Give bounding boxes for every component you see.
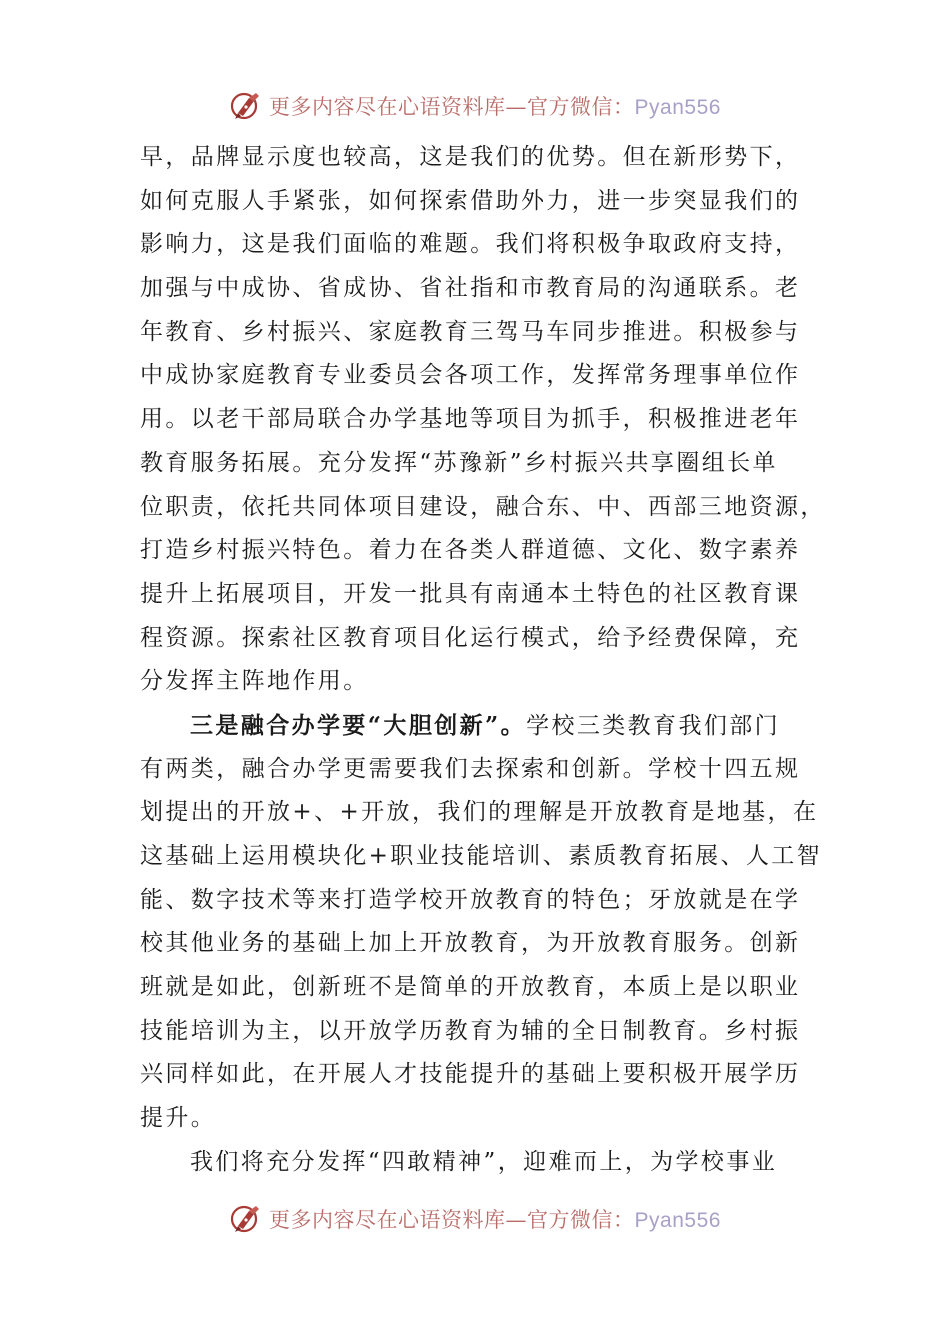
text-line: 打造乡村振兴特色。着力在各类人群道德、文化、数字素养 [140,537,801,564]
text-line: 早，品牌显示度也较高，这是我们的优势。但在新形势下， [140,144,801,170]
text-line: 程资源。探索社区教育项目化运行模式，给予经费保障，充 [140,624,801,651]
paragraph-heading: 三是融合办学要“大胆创新”。 [190,711,527,739]
text-line: 班就是如此，创新班不是简单的开放教育，本质上是以职业 [140,974,801,1001]
text-line: 教育服务拓展。充分发挥“苏豫新”乡村振兴共享圈组长单 [140,449,778,476]
text-line: 能、数字技术等来打造学校开放教育的特色；牙放就是在学 [140,886,801,913]
text-line: 如何克服人手紧张，如何探索借助外力，进一步突显我们的 [140,187,801,214]
watermark-text-id: Pyan556 [634,96,721,119]
text-line: 划提出的开放+、+开放，我们的理解是开放教育是地基，在 [140,799,819,826]
text-line: 中成协家庭教育专业委员会各项工作，发挥常务理事单位作 [140,362,801,389]
watermark-text-id: Pyan556 [634,1209,721,1232]
document-body [140,136,830,1185]
text-line: 位职责，依托共同体项目建设，融合东、中、西部三地资源， [140,493,826,520]
text-line: 年教育、乡村振兴、家庭教育三驾马车同步推进。积极参与 [140,318,801,345]
watermark-header [0,86,950,126]
text-line: 我们将充分发挥“四敢精神”，迎难而上，为学校事业 [190,1148,778,1175]
text-line-rest: 学校三类教育我们部门 [526,712,781,739]
text-line: 提升上拓展项目，开发一批具有南通本土特色的社区教育课 [140,580,801,607]
text-line: 分发挥主阵地作用。 [140,668,369,695]
text-line: 技能培训为主，以开放学历教育为辅的全日制教育。乡村振 [140,1017,801,1044]
text-line: 影响力，这是我们面临的难题。我们将积极争取政府支持， [140,231,801,258]
text-line: 提升。 [140,1105,217,1132]
watermark-footer [0,1199,950,1239]
watermark-text-cn: 更多内容尽在心语资料库—官方微信： [269,95,635,119]
paragraph-heading-line [140,704,830,748]
watermark-text-cn: 更多内容尽在心语资料库—官方微信： [269,1208,635,1232]
text-line: 兴同样如此，在开展人才技能提升的基础上要积极开展学历 [140,1061,801,1088]
text-line: 这基础上运用模块化+职业技能培训、素质教育拓展、人工智 [140,843,823,869]
pen-nib-logo-icon [229,89,263,123]
text-line: 用。以老干部局联合办学基地等项目为抓手，积极推进老年 [140,406,801,433]
pen-nib-logo-icon [229,1202,263,1236]
text-line: 加强与中成协、省成协、省社指和市教育局的沟通联系。老 [140,275,801,302]
text-line: 校其他业务的基础上加上开放教育，为开放教育服务。创新 [140,930,801,957]
text-line: 有两类，融合办学更需要我们去探索和创新。学校十四五规 [140,755,801,782]
